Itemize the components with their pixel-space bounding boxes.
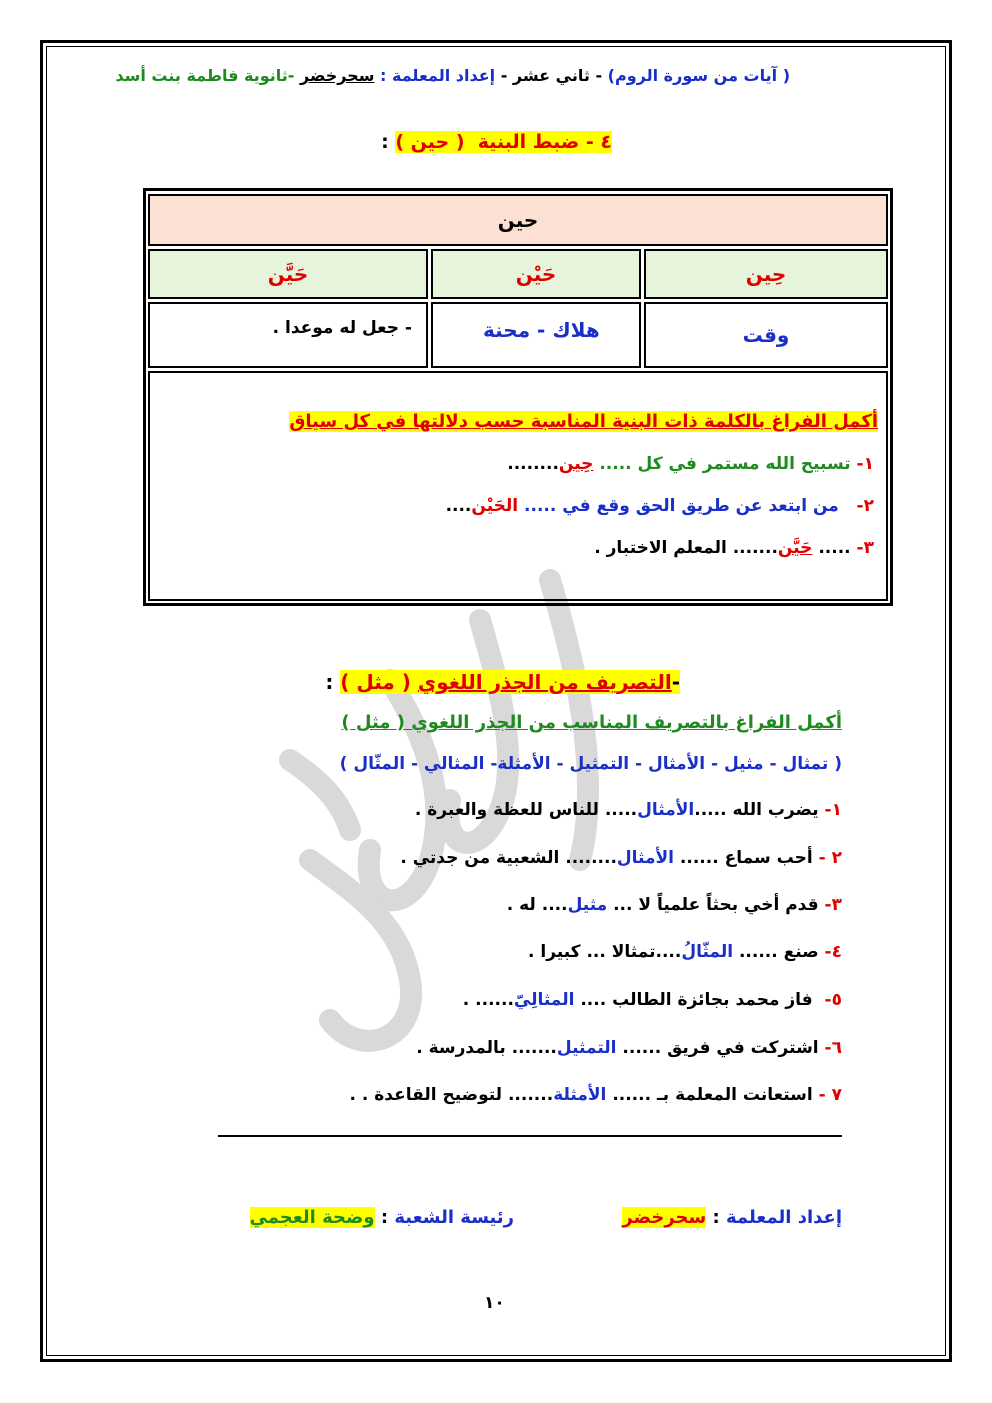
header-grade: - ثاني عشر -: [500, 66, 603, 85]
section1-title-text: ٤ - ضبط البنية: [477, 131, 612, 153]
divider-line: [218, 1135, 842, 1137]
header-line: [115, 66, 790, 85]
meaning-cell-2: هلاك - محنة: [431, 302, 641, 368]
section2-options: ( تمثال - مثيل - الأمثال - التمثيل - الأمثلة- المثالي - المثّال ): [339, 754, 842, 774]
root-exercise-7: ٧ - استعانت المعلمة بـ ...... الأمثلة....... لتوضيح القاعدة . .: [349, 1085, 842, 1105]
root-exercise-4: ٤- صنع ...... المثّالُ....تمثالا ... كبيرا .: [528, 942, 842, 962]
section1-word: ( حين ): [395, 131, 477, 153]
form-cell-1: حِين: [644, 249, 888, 299]
footer-head: رئيسة الشعبة : وضحة العجمي: [249, 1207, 514, 1228]
table-exercise-1: ١- تسبيح الله مستمر في كل ..... حِين........: [507, 454, 874, 474]
table-instruction: أكمل الفراغ بالكلمة ذات البنية المناسبة حسب دلالتها في كل سياق: [289, 411, 878, 432]
footer-teacher: إعداد المعلمة : سحرخضر: [622, 1207, 842, 1228]
page-number: ١٠: [484, 1293, 505, 1313]
section2-title: [325, 670, 680, 694]
table-exercise-2: ٢- من ابتعد عن طريق الحق وقع في ..... الحَيْن....: [445, 496, 874, 516]
form-cell-3: حَيَّن: [148, 249, 428, 299]
root-exercise-6: ٦- اشتركت في فريق ...... التمثيل....... بالمدرسة .: [416, 1038, 842, 1058]
exercise-cell: [148, 371, 888, 601]
section2-title-text: التصريف من الجذر اللغوي: [417, 670, 672, 694]
section1-title: [381, 131, 612, 153]
root-exercise-1: ١- يضرب الله .....الأمثال..... للناس للعظة والعبرة .: [414, 800, 842, 820]
header-teacher: سحرخضر: [299, 66, 375, 85]
table-exercise-3: ٣- ..... حَيَّن....... المعلم الاختبار .: [594, 538, 874, 558]
section2-colon: :: [325, 670, 334, 694]
header-subject: ( آيات من سورة الروم): [607, 66, 790, 85]
table-header-cell: حين: [148, 194, 888, 246]
section2-word: ( مثل ): [340, 670, 418, 694]
meaning-cell-3: - جعل له موعدا .: [148, 302, 428, 368]
section2-prefix: -: [671, 670, 680, 694]
root-exercise-5: ٥- فاز محمد بجائزة الطالب .... المثالِيّ...... .: [462, 990, 842, 1010]
section1-colon: :: [381, 131, 389, 153]
root-exercise-3: ٣- قدم أخي بحثاً علمياً لا ... مثيل.... له .: [506, 895, 842, 915]
header-school: -ثانوية فاطمة بنت أسد: [115, 66, 295, 85]
section2-instruction: أكمل الفراغ بالتصريف المناسب من الجذر اللغوي ( مثل ): [341, 712, 842, 733]
root-exercise-2: ٢ - أحب سماع ...... الأمثال........ الشعبية من جدتي .: [400, 848, 842, 868]
meaning-cell-1: وقت: [644, 302, 888, 368]
header-prepared-label: إعداد المعلمة :: [380, 66, 496, 85]
form-cell-2: حَيْن: [431, 249, 641, 299]
